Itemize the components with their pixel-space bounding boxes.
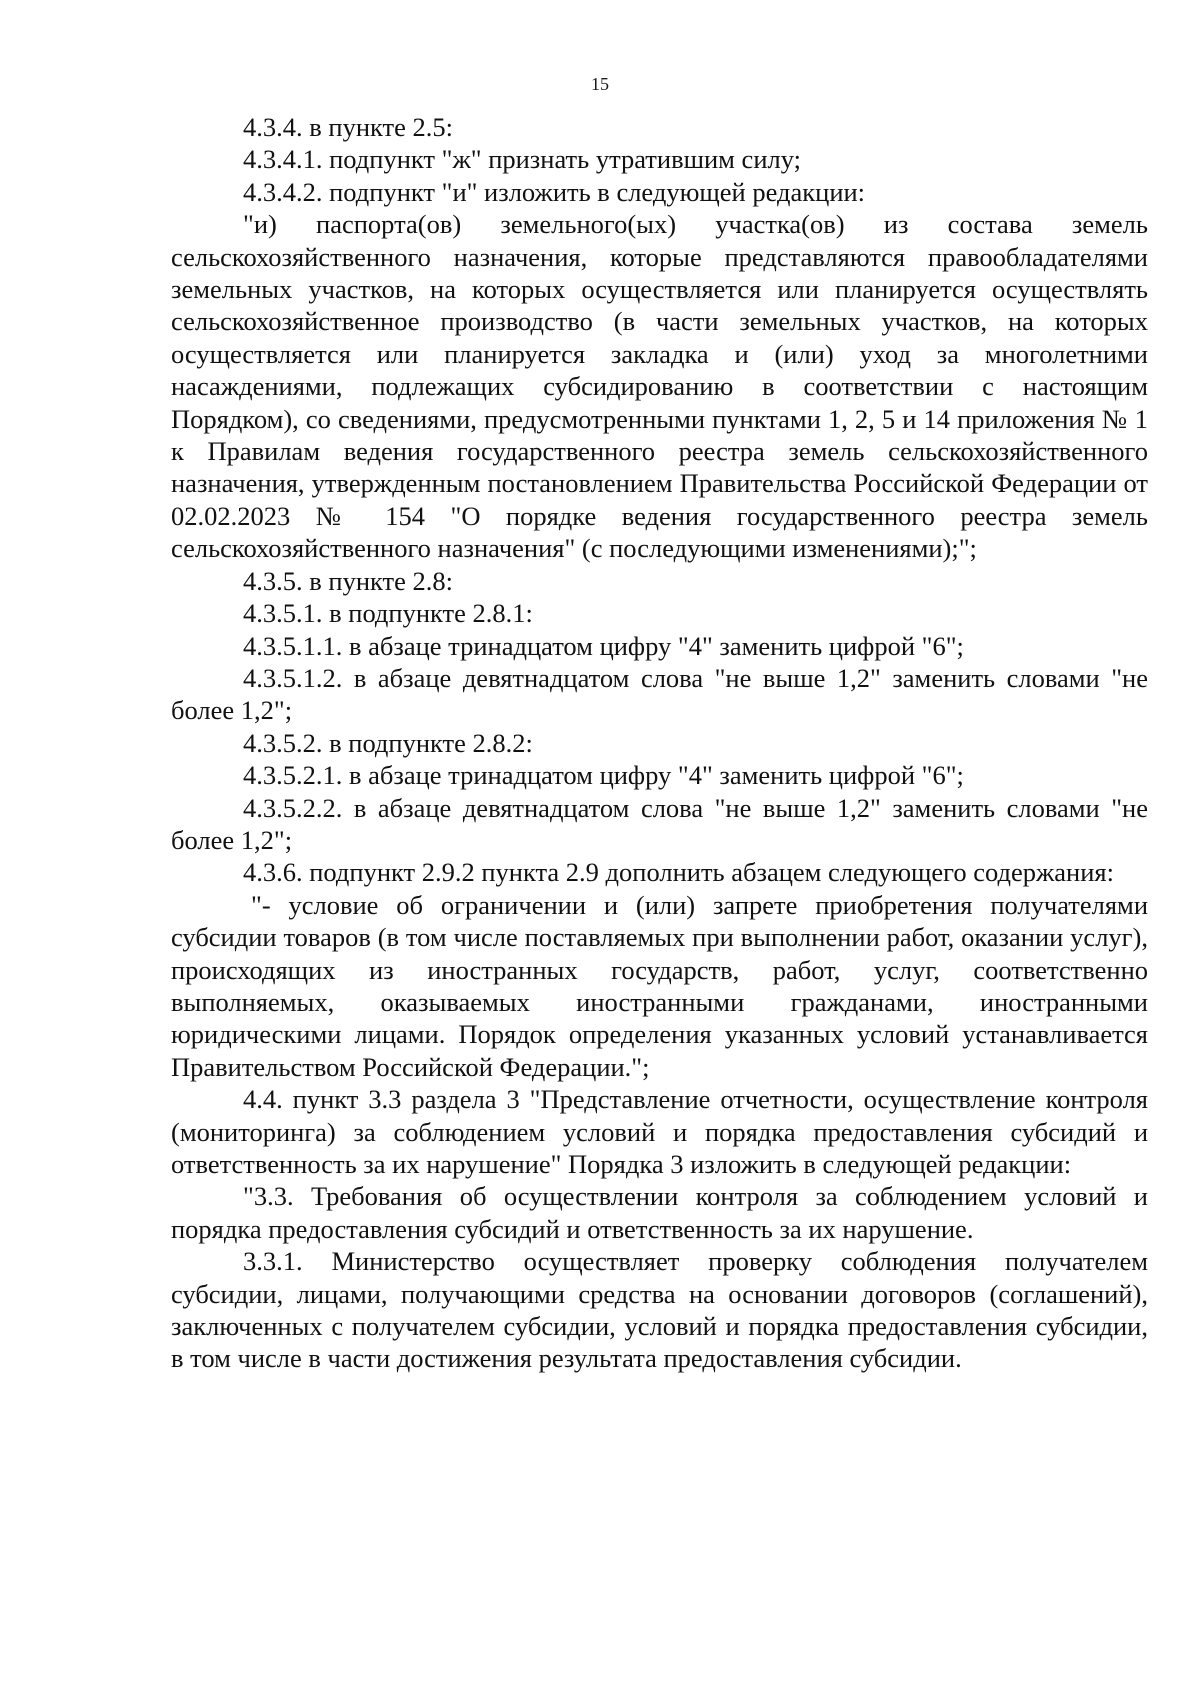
paragraph-4-3-4-2: 4.3.4.2. подпункт "и" изложить в следующей редакции: (243, 176, 866, 207)
paragraph-4-3-5: 4.3.5. в пункте 2.8: (243, 565, 453, 596)
paragraph-4-3-6: 4.3.6. подпункт 2.9.2 пункта 2.9 дополнить абзацем следующего содержания: (243, 857, 1114, 888)
paragraph-4-3-5-2: 4.3.5.2. в подпункте 2.8.2: (243, 727, 533, 758)
paragraph-quote-i: "и) паспорта(ов) земельного(ых) участка(ов) из состава земель сельскохозяйственного назначения, которые представляются правообладателями земельных участков, на которых осуществляется или планируется осуществлять сельскохозяйственное производство (в части земельных участков, на которых осуществляется или планируется закладка и (или) уход за многолетними насаждениями, подлежащих субсидированию в соответствии с настоящим Порядком), со сведениями, предусмотренными пунктами 1, 2, 5 и 14 приложения № 1 к Правилам ведения государственного реестра земель сельскохозяйственного назначения, утвержденным постановлением Правительства Российской Федерации от 02.02.2023 № 154 "О порядке ведения государственного реестра земель сельскохозяйственного назначения" (с последующими изменениями);"; (171, 209, 1148, 564)
paragraph-quote-condition: "- условие об ограничении и (или) запрете приобретения получателями субсидии товаров (в том числе поставляемых при выполнении работ, оказании услуг), происходящих из иностранных государств, работ, услуг, соответственно выполняемых, оказываемых иностранными гражданами, иностранными юридическими лицами. Порядок определения указанных условий устанавливается Правительством Российской Федерации."; (171, 889, 1148, 1082)
document-body (171, 111, 1148, 1375)
paragraph-4-3-5-1-2: 4.3.5.1.2. в абзаце девятнадцатом слова "не выше 1,2" заменить словами "не более 1,2"; (171, 662, 1148, 726)
paragraph-4-3-5-1-1: 4.3.5.1.1. в абзаце тринадцатом цифру "4" заменить цифрой "6"; (243, 630, 964, 661)
paragraph-4-3-4: 4.3.4. в пункте 2.5: (243, 112, 453, 142)
paragraph-4-3-5-2-2: 4.3.5.2.2. в абзаце девятнадцатом слова "не выше 1,2" заменить словами "не более 1,2"; (171, 792, 1148, 855)
paragraph-3-3: "3.3. Требования об осуществлении контроля за соблюдением условий и порядка предоставления субсидий и ответственность за их нарушение. (171, 1181, 1148, 1244)
page-number: 15 (591, 74, 609, 94)
paragraph-4-3-4-1: 4.3.4.1. подпункт "ж" признать утратившим силу; (243, 144, 801, 175)
paragraph-3-3-1: 3.3.1. Министерство осуществляет проверку соблюдения получателем субсидии, лицами, получающими средства на основании договоров (соглашений), заключенных с получателем субсидии, условий и порядка предоставления субсидии, в том числе в части достижения результата предоставления субсидии. (171, 1246, 1148, 1374)
paragraph-4-3-5-2-1: 4.3.5.2.1. в абзаце тринадцатом цифру "4" заменить цифрой "6"; (243, 760, 964, 791)
paragraph-4-3-5-1: 4.3.5.1. в подпункте 2.8.1: (243, 598, 533, 629)
paragraph-4-4: 4.4. пункт 3.3 раздела 3 "Представление отчетности, осуществление контроля (мониторинга) за соблюдением условий и порядка предоставления субсидий и ответственность за их нарушение" Порядка 3 изложить в следующей редакции: (171, 1084, 1148, 1179)
